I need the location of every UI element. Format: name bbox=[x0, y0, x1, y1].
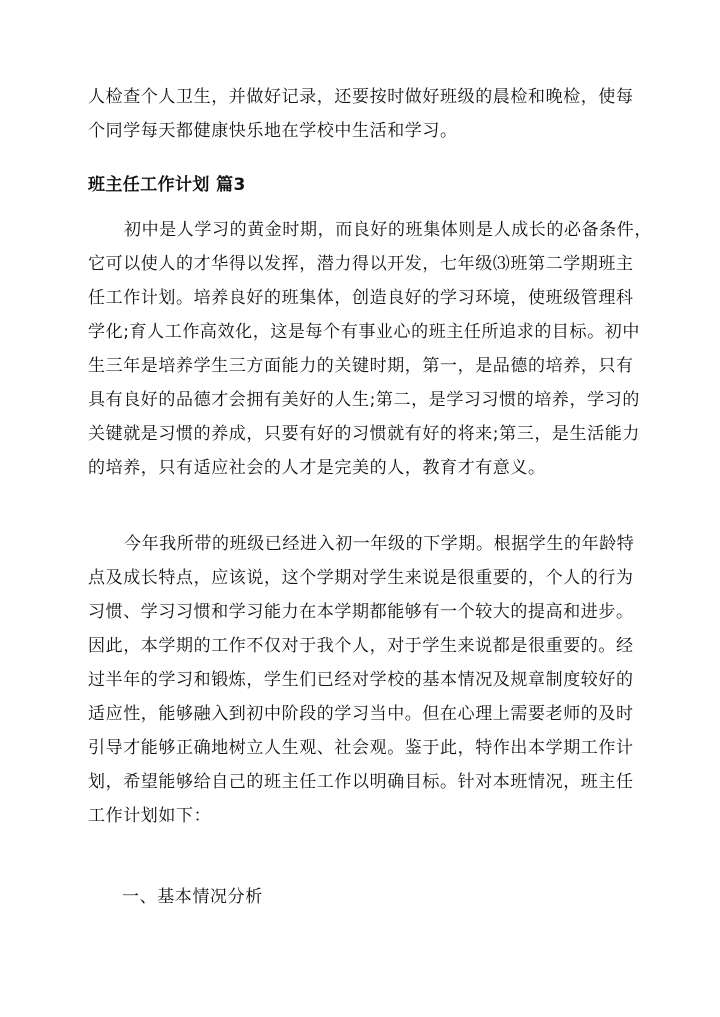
text-line: 具有良好的品德才会拥有美好的人生;第二，是学习习惯的培养，学习的 bbox=[88, 390, 640, 410]
text-line: 适应性，能够融入到初中阶段的学习当中。但在心理上需要老师的及时 bbox=[88, 704, 634, 724]
text-line: 任工作计划。培养良好的班集体，创造良好的学习环境，使班级管理科 bbox=[88, 288, 634, 308]
text-line: 关键就是习惯的养成，只要有好的习惯就有好的将来;第三，是生活能力 bbox=[88, 424, 640, 444]
text-line: 因此，本学期的工作不仅对于我个人，对于学生来说都是很重要的。经 bbox=[88, 636, 634, 656]
text-line: 生三年是培养学生三方面能力的关键时期，第一，是品德的培养，只有 bbox=[88, 356, 634, 376]
text-line: 人检查个人卫生，并做好记录，还要按时做好班级的晨检和晚检，使每 bbox=[88, 87, 634, 107]
text-line: 学化;育人工作高效化，这是每个有事业心的班主任所追求的目标。初中 bbox=[88, 322, 640, 342]
text-line: 的培养，只有适应社会的人才是完美的人，教育才有意义。 bbox=[88, 458, 546, 478]
text-line: 习惯、学习习惯和学习能力在本学期都能够有一个较大的提高和进步。 bbox=[88, 602, 634, 622]
text-line: 个同学每天都健康快乐地在学校中生活和学习。 bbox=[88, 121, 458, 141]
text-line: 今年我所带的班级已经进入初一年级的下学期。根据学生的年龄特 bbox=[124, 534, 635, 554]
subsection-title: 一、基本情况分析 bbox=[122, 887, 263, 907]
continuation-paragraph bbox=[88, 80, 648, 148]
text-line: 初中是人学习的黄金时期，而良好的班集体则是人成长的必备条件， bbox=[124, 220, 652, 240]
paragraph-2 bbox=[88, 527, 648, 833]
section-title: 班主任工作计划 篇3 bbox=[88, 175, 246, 195]
text-line: 它可以使人的才华得以发挥，潜力得以开发，七年级⑶班第二学期班主 bbox=[88, 254, 634, 274]
text-line: 过半年的学习和锻炼，学生们已经对学校的基本情况及规章制度较好的 bbox=[88, 670, 634, 690]
text-line: 引导才能够正确地树立人生观、社会观。鉴于此，特作出本学期工作计 bbox=[88, 738, 634, 758]
text-line: 工作计划如下： bbox=[88, 806, 212, 826]
text-line: 划，希望能够给自己的班主任工作以明确目标。针对本班情况，班主任 bbox=[88, 772, 634, 792]
text-line: 点及成长特点，应该说，这个学期对学生来说是很重要的，个人的行为 bbox=[88, 568, 634, 588]
paragraph-1 bbox=[88, 213, 652, 485]
